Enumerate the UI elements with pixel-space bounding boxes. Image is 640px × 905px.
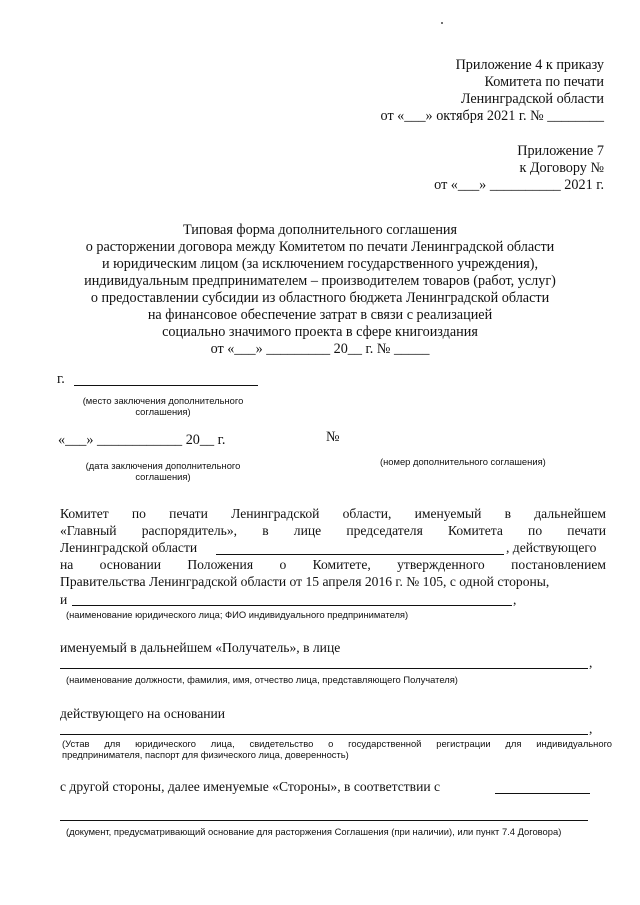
body-line-4: на основании Положения о Комитете, утвержденного постановлением: [60, 557, 606, 572]
title-line-7: социально значимого проекта в сфере книгоиздания: [162, 324, 478, 340]
appendix-4-line-2: Комитета по печати: [484, 74, 604, 90]
body-line-8: действующего на основании: [60, 706, 226, 721]
number-sign: №: [326, 429, 340, 445]
caption-basis-2: предпринимателя, паспорт для физического лица, доверенность): [62, 749, 349, 760]
caption-termination-basis: (документ, предусматривающий основание для расторжения Соглашения (при наличии), или пункт 7.4 Договора): [66, 826, 562, 837]
title-line-6: на финансовое обеспечение затрат в связи с реализацией: [147, 307, 493, 323]
body-line-2: «Главный распорядитель», в лице председателя Комитета по печати: [60, 523, 606, 538]
place-caption-1: (место заключения дополнительного: [82, 395, 244, 406]
appendix-4-line-3: Ленинградской области: [460, 91, 604, 107]
body-line-8-end: ,: [589, 721, 593, 736]
body-line-6-start: и: [60, 592, 68, 607]
date-caption-2: соглашения): [135, 471, 191, 482]
body-line-6-end: ,: [513, 592, 517, 607]
title-line-1: Типовая форма дополнительного соглашения: [182, 222, 458, 238]
title-line-5: о предоставлении субсидии из областного бюджета Ленинградской области: [90, 290, 550, 306]
body-line-7-end: ,: [589, 655, 593, 670]
place-caption-2: соглашения): [135, 406, 191, 417]
title-line-3: и юридическим лицом (за исключением государственного учреждения),: [101, 256, 539, 272]
recipient-name-line: [72, 605, 512, 606]
scan-speck: [441, 22, 443, 24]
place-field-line: [74, 385, 258, 386]
appendix-7-line-1: Приложение 7: [517, 143, 604, 159]
body-line-5: Правительства Ленинградской области от 15 апреля 2016 г. № 105, с одной стороны,: [60, 574, 550, 589]
place-prefix: г.: [57, 371, 65, 387]
appendix-7-line-2: к Договору №: [519, 160, 604, 176]
body-line-7: именуемый в дальнейшем «Получатель», в лице: [60, 640, 341, 655]
title-line-4: индивидуальным предпринимателем – производителем товаров (работ, услуг): [84, 273, 556, 289]
chairman-name-line: [216, 554, 504, 555]
date-value: «___» ____________ 20__ г.: [58, 432, 226, 448]
title-line-2: о расторжении договора между Комитетом по печати Ленинградской области: [85, 239, 555, 255]
body-line-1: Комитет по печати Ленинградской области, именуемый в дальнейшем: [60, 506, 606, 521]
number-caption: (номер дополнительного соглашения): [380, 456, 546, 467]
accordance-short-line: [495, 793, 590, 794]
appendix-4-line-1: Приложение 4 к приказу: [455, 57, 604, 73]
caption-basis-1: (Устав для юридического лица, свидетельство о государственной регистрации для индивидуального: [62, 738, 612, 749]
representative-line: [60, 668, 588, 669]
appendix-4-line-4: от «___» октября 2021 г. № ________: [380, 108, 604, 124]
termination-basis-line: [60, 820, 588, 821]
body-line-3-start: Ленинградской области: [60, 540, 198, 555]
appendix-7-line-3: от «___» __________ 2021 г.: [434, 177, 604, 193]
basis-document-line: [60, 734, 588, 735]
caption-representative: (наименование должности, фамилия, имя, отчество лица, представляющего Получателя): [66, 674, 458, 685]
body-line-9: с другой стороны, далее именуемые «Стороны», в соответствии с: [60, 779, 441, 794]
caption-recipient: (наименование юридического лица; ФИО индивидуального предпринимателя): [66, 609, 409, 620]
body-line-3-end: , действующего: [506, 540, 597, 555]
title-line-8: от «___» _________ 20__ г. № _____: [210, 341, 430, 357]
date-caption-1: (дата заключения дополнительного: [85, 460, 241, 471]
